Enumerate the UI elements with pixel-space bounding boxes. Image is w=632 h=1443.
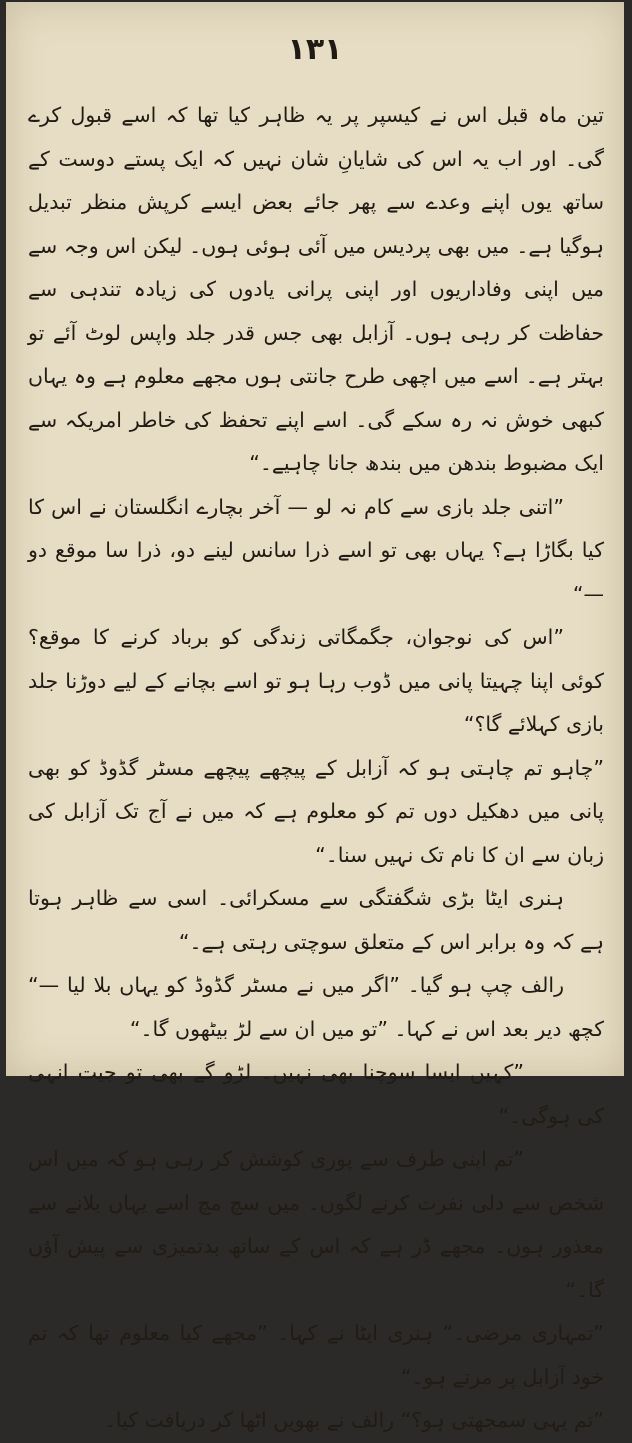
paragraph: ”تم اپنی طرف سے پوری کوشش کر رہی ہو کہ میں اس شخص سے دلی نفرت کرنے لگوں۔ میں سچ مچ اسے یہاں بلانے سے معذور ہوں۔ مجھے ڈر ہے کہ اس کے ساتھ بدتمیزی سے پیش آؤں گا۔“: [28, 1147, 604, 1302]
paragraph: ”چاہو تم چاہتی ہو کہ آزابل کے پیچھے پیچھے مسٹر گڈوڈ کو بھی پانی میں دھکیل دوں تم کو معلوم ہے کہ میں نے آج تک آزابل کی زبان سے ان کا نام تک نہیں سنا۔“: [28, 755, 604, 867]
book-page: [6, 2, 624, 1432]
paragraph: ”تمہاری مرضی۔“ ہنری ایٹا نے کہا۔ ”مجھے کیا معلوم تھا کہ تم خود آزابل پر مرتے ہو۔“: [28, 1321, 604, 1389]
page-number: ١٣١: [287, 32, 343, 67]
paragraph: تین ماہ قبل اس نے کیسپر پر یہ ظاہر کیا تھا کہ اسے قبول کرے گی۔ اور اب یہ اس کی شایانِ شان نہیں کہ ایک پستے دوست کے ساتھ یوں اپنے وعدے سے پھر جائے بعض ایسے کرپش منظر تبدیل ہوگیا ہے۔ میں بھی پردیس میں آئی ہوئی ہوں۔ لیکن اس وجہ سے میں اپنی وفاداریوں اور اپنی پرانی یادوں کی زیادہ تندہی سے حفاظت کر رہی ہوں۔ آزابل بھی جس قدر جلد واپس لوٹ آئے تو بہتر ہے۔ اسے میں اچھی طرح جانتی ہوں مجھے معلوم ہے وہ یہاں کبھی خوش نہ رہ سکے گی۔ اسے اپنے تحفظ کی خاطر امریکہ سے ایک مضبوط بندھن میں بندھ جانا چاہیے۔“: [28, 103, 604, 475]
paragraph: ”اتنی جلد بازی سے کام نہ لو — آخر بچارے انگلستان نے اس کا کیا بگاڑا ہے؟ یہاں بھی تو اسے ذرا سانس لینے دو، ذرا سا موقع دو —“: [28, 494, 604, 606]
paragraph: ”اس کی نوجوان، جگمگاتی زندگی کو برباد کرنے کا موقع؟ کوئی اپنا چہیتا پانی میں ڈوب رہا ہو تو اسے بچانے کے لیے دوڑنا جلد بازی کہلائے گا؟“: [28, 625, 604, 736]
paragraph: ہنری ایٹا بڑی شگفتگی سے مسکرائی۔ اسی سے ظاہر ہوتا ہے کہ وہ برابر اس کے متعلق سوچتی رہتی ہے۔“: [28, 886, 604, 954]
paragraph: رالف چپ ہو گیا۔ ”اگر میں نے مسٹر گڈوڈ کو یہاں بلا لیا —“ کچھ دیر بعد اس نے کہا۔ ”تو میں ان سے لڑ بیٹھوں گا۔“: [28, 973, 604, 1041]
page-body-text: [28, 94, 604, 1443]
paragraph: ”کہیں ایسا سوچنا بھی نہیں۔ لڑو گے بھی تو جیت انہی کی ہوگی۔“: [28, 1060, 604, 1128]
paragraph: ”تم یہی سمجھتی ہو؟“ رالف نے بھویں اٹھا کر دریافت کیا۔: [103, 1408, 604, 1432]
